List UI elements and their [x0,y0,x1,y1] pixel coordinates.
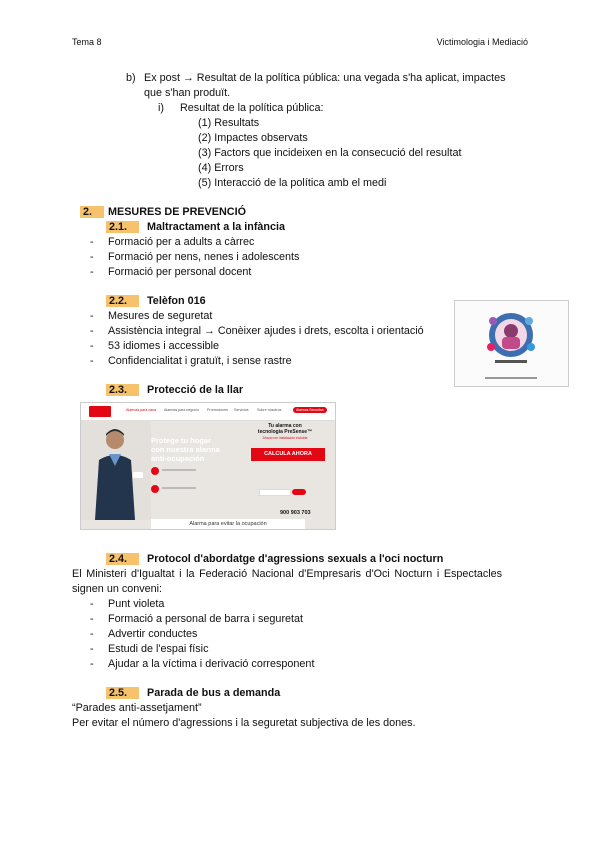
list-item-text: Punt violeta [108,598,165,610]
list-item: - Confidencialitat i gratuït, i sense rastre [90,355,292,367]
section-heading [106,383,243,397]
list-item: (1) Resultats [198,117,260,129]
nav-link[interactable]: Sobre nosotros [257,408,282,412]
list-item: - Punt violeta [90,598,165,610]
paragraph-line: signen un conveni: [72,583,163,595]
section-heading [106,294,206,308]
list-marker: b) [126,72,136,84]
paragraph-line: que s'han produït. [144,87,231,99]
headline-line: Protege tu hogar [151,436,212,445]
offer-panel [245,423,325,441]
section-heading [80,205,246,219]
phone-input[interactable] [259,489,291,496]
nav-link[interactable]: Alarmas para casa [126,408,156,412]
list-item: (2) Impactes observats [198,132,308,144]
phone-number: 900 903 703 [280,510,311,516]
nav-link[interactable]: Alarmas para negocio [164,408,199,412]
nav-cta-button[interactable]: Alarmas Securitas [293,407,327,413]
list-item: - Ajudar a la víctima i derivació corresponent [90,658,315,670]
list-item-text: Assistència integral → Conèixer ajudes i drets, escolta i orientació [108,325,424,337]
securitas-logo [89,406,111,417]
heading-text: MESURES DE PREVENCIÓ [108,206,247,218]
list-item-text: Formació per a adults a càrrec [108,236,255,248]
banner-headline [151,436,220,463]
list-item-text: Confidencialitat i gratuït, i sense rastre [108,355,292,367]
header-right: Victimologia i Mediació [436,37,528,47]
list-marker: i) [158,102,164,114]
heading-text: Telèfon 016 [147,295,206,307]
heading-text: Maltractament a la infància [147,221,286,233]
securitas-banner [80,402,336,530]
list-item-text: Formació per nens, nenes i adolescents [108,251,300,263]
heading-number: 2.5. [106,687,139,699]
section-heading [106,552,443,566]
nav-link[interactable]: Promociones [207,408,228,412]
quote-line: “Parades anti-assetjament” [72,702,202,714]
feature-line [162,487,196,489]
call-button[interactable] [292,489,306,495]
headline-line: anti-ocupación [151,454,205,463]
nav-link[interactable]: Servicios [234,408,249,412]
feature-bullet [151,485,159,493]
list-item: - Advertir conductes [90,628,198,640]
list-item-text: Ajudar a la víctima i derivació corresponent [108,658,315,670]
heading-text: Protocol d'abordatge d'agressions sexuals a l'oci nocturn [147,553,444,565]
heading-number: 2.1. [106,221,139,233]
feature-bullet [151,467,159,475]
paragraph-line: Ex post → Resultat de la política pública: una vegada s'ha aplicat, impactes [144,72,506,84]
list-item: (3) Factors que incideixen en la consecució del resultat [198,147,462,159]
banner-nav-bar [81,403,335,421]
paragraph-line: El Ministeri d'Igualtat i la Federació Nacional d'Empresaris d'Oci Nocturn i Espectacles [72,568,503,580]
man-photo [81,420,151,520]
list-item-text: 53 idiomes i accessible [108,340,220,352]
heading-text: Parada de bus a demanda [147,687,281,699]
list-item: - Mesures de seguretat [90,310,213,322]
heading-text: Protecció de la llar [147,384,244,396]
heading-number: 2.3. [106,384,139,396]
section-heading [106,686,280,700]
headline-line: con nuestra alarma [151,445,220,454]
list-item: (4) Errors [198,162,244,174]
list-item-text: Advertir conductes [108,628,198,640]
heading-number: 2.4. [106,553,139,565]
list-item: - Assistència integral → Conèixer ajudes i drets, escolta i orientació [90,325,424,337]
list-item: (5) Interacció de la política amb el medi [198,177,387,189]
offer-line: tecnología PreSense™ [257,429,313,435]
list-item-text: Mesures de seguretat [108,310,213,322]
sub-title: Resultat de la política pública: [180,102,324,114]
list-item-text: Formació per personal docent [108,266,252,278]
offer-line: Tu alarma con [268,423,302,429]
list-item-text: Formació a personal de barra i seguretat [108,613,304,625]
feature-line [162,469,196,471]
header-left: Tema 8 [72,37,102,47]
list-item: - Formació per nens, nenes i adolescents [90,251,300,263]
list-item: - 53 idiomes i accessible [90,340,220,352]
offer-note: Ahora con instalación incluida [262,436,308,440]
poster-illustration [455,301,568,386]
list-item-text: Estudi de l'espai físic [108,643,209,655]
calcula-ahora-button[interactable]: CALCULA AHORA [251,448,325,461]
list-item: - Formació per personal docent [90,266,252,278]
list-item: - Estudi de l'espai físic [90,643,209,655]
list-item: - Formació a personal de barra i seguretat [90,613,304,625]
section-heading [106,220,285,234]
heading-number: 2.2. [106,295,139,307]
paragraph-line: Per evitar el número d'agressions i la seguretat subjectiva de les dones. [72,717,416,729]
banner-caption: Alarma para evitar la ocupación [151,519,305,529]
telefon-016-poster [454,300,569,387]
list-item: - Formació per a adults a càrrec [90,236,255,248]
heading-number: 2. [80,206,104,218]
